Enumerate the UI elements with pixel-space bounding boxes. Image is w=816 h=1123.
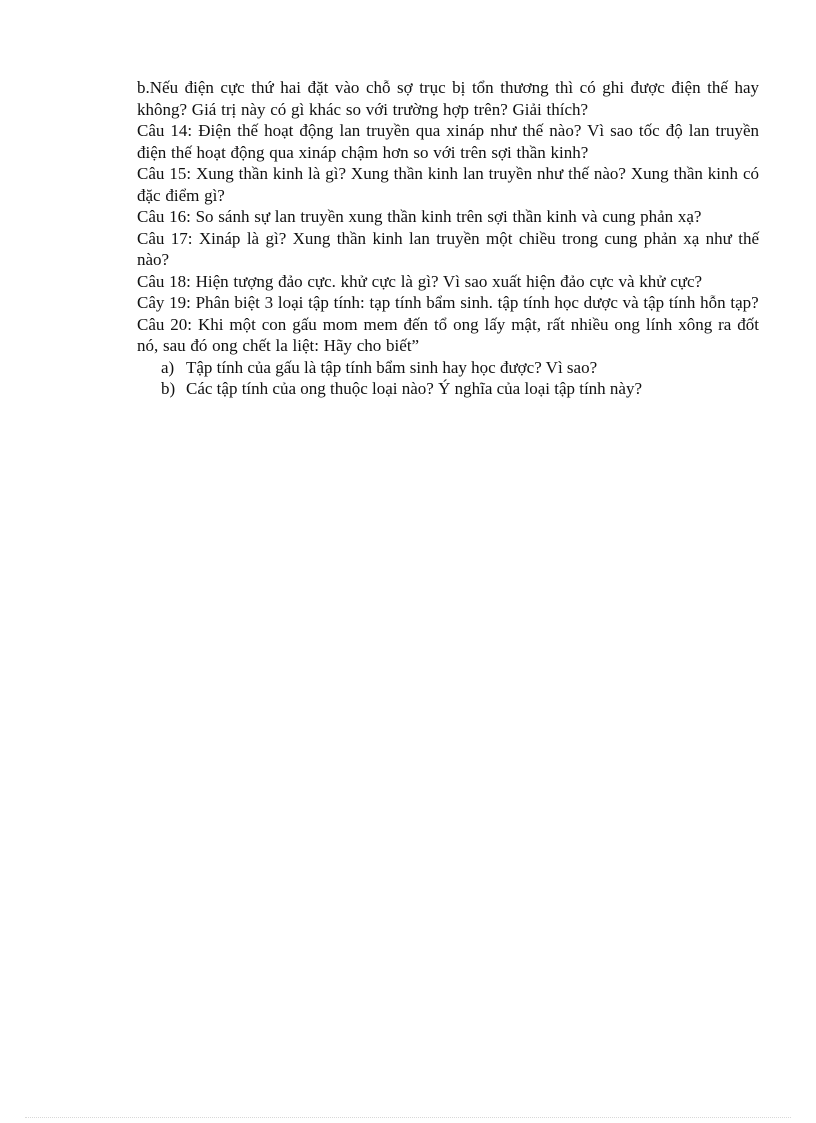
list-marker: b) <box>161 379 176 398</box>
list-item <box>137 357 759 379</box>
question-15: Câu 15: Xung thần kinh là gì? Xung thần kinh lan truyền như thế nào? Xung thần kinh có đặc điểm gì? <box>137 164 759 205</box>
question-20-sub-list <box>137 357 759 400</box>
list-item <box>137 378 759 400</box>
list-item-text: Các tập tính của ong thuộc loại nào? Ý nghĩa của loại tập tính này? <box>186 379 643 398</box>
question-19: Cây 19: Phân biệt 3 loại tập tính: tạp tính bẩm sinh. tập tính học dược và tập tính hỗn tạp? <box>137 293 759 312</box>
question-20: Câu 20: Khi một con gấu mom mem đến tổ ong lấy mật, rất nhiều ong lính xông ra đốt nó, sau đó ong chết la liệt: Hãy cho biết” <box>137 314 759 355</box>
paragraph-b-electrode: b.Nếu điện cực thứ hai đặt vào chỗ sợ trục bị tổn thương thì có ghi được điện thế hay không? Giá trị này có gì khác so với trường hợp trên? Giải thích? <box>137 78 759 119</box>
document-body <box>137 77 759 400</box>
question-14: Câu 14: Điện thế hoạt động lan truyền qua xináp như thế nào? Vì sao tốc độ lan truyền điện thế hoạt động qua xináp chậm hơn so với trên sợi thần kinh? <box>137 121 759 162</box>
list-item-text: Tập tính của gấu là tập tính bẩm sinh hay học được? Vì sao? <box>186 357 598 377</box>
question-17: Câu 17: Xináp là gì? Xung thần kinh lan truyền một chiều trong cung phản xạ như thế nào? <box>137 228 759 269</box>
question-18: Câu 18: Hiện tượng đảo cực. khử cực là gì? Vì sao xuất hiện đảo cực và khử cực? <box>137 271 703 291</box>
page-bottom-divider <box>25 1117 791 1118</box>
list-marker: a) <box>161 357 175 377</box>
question-16: Câu 16: So sánh sự lan truyền xung thần kinh trên sợi thần kinh và cung phản xạ? <box>137 207 702 226</box>
